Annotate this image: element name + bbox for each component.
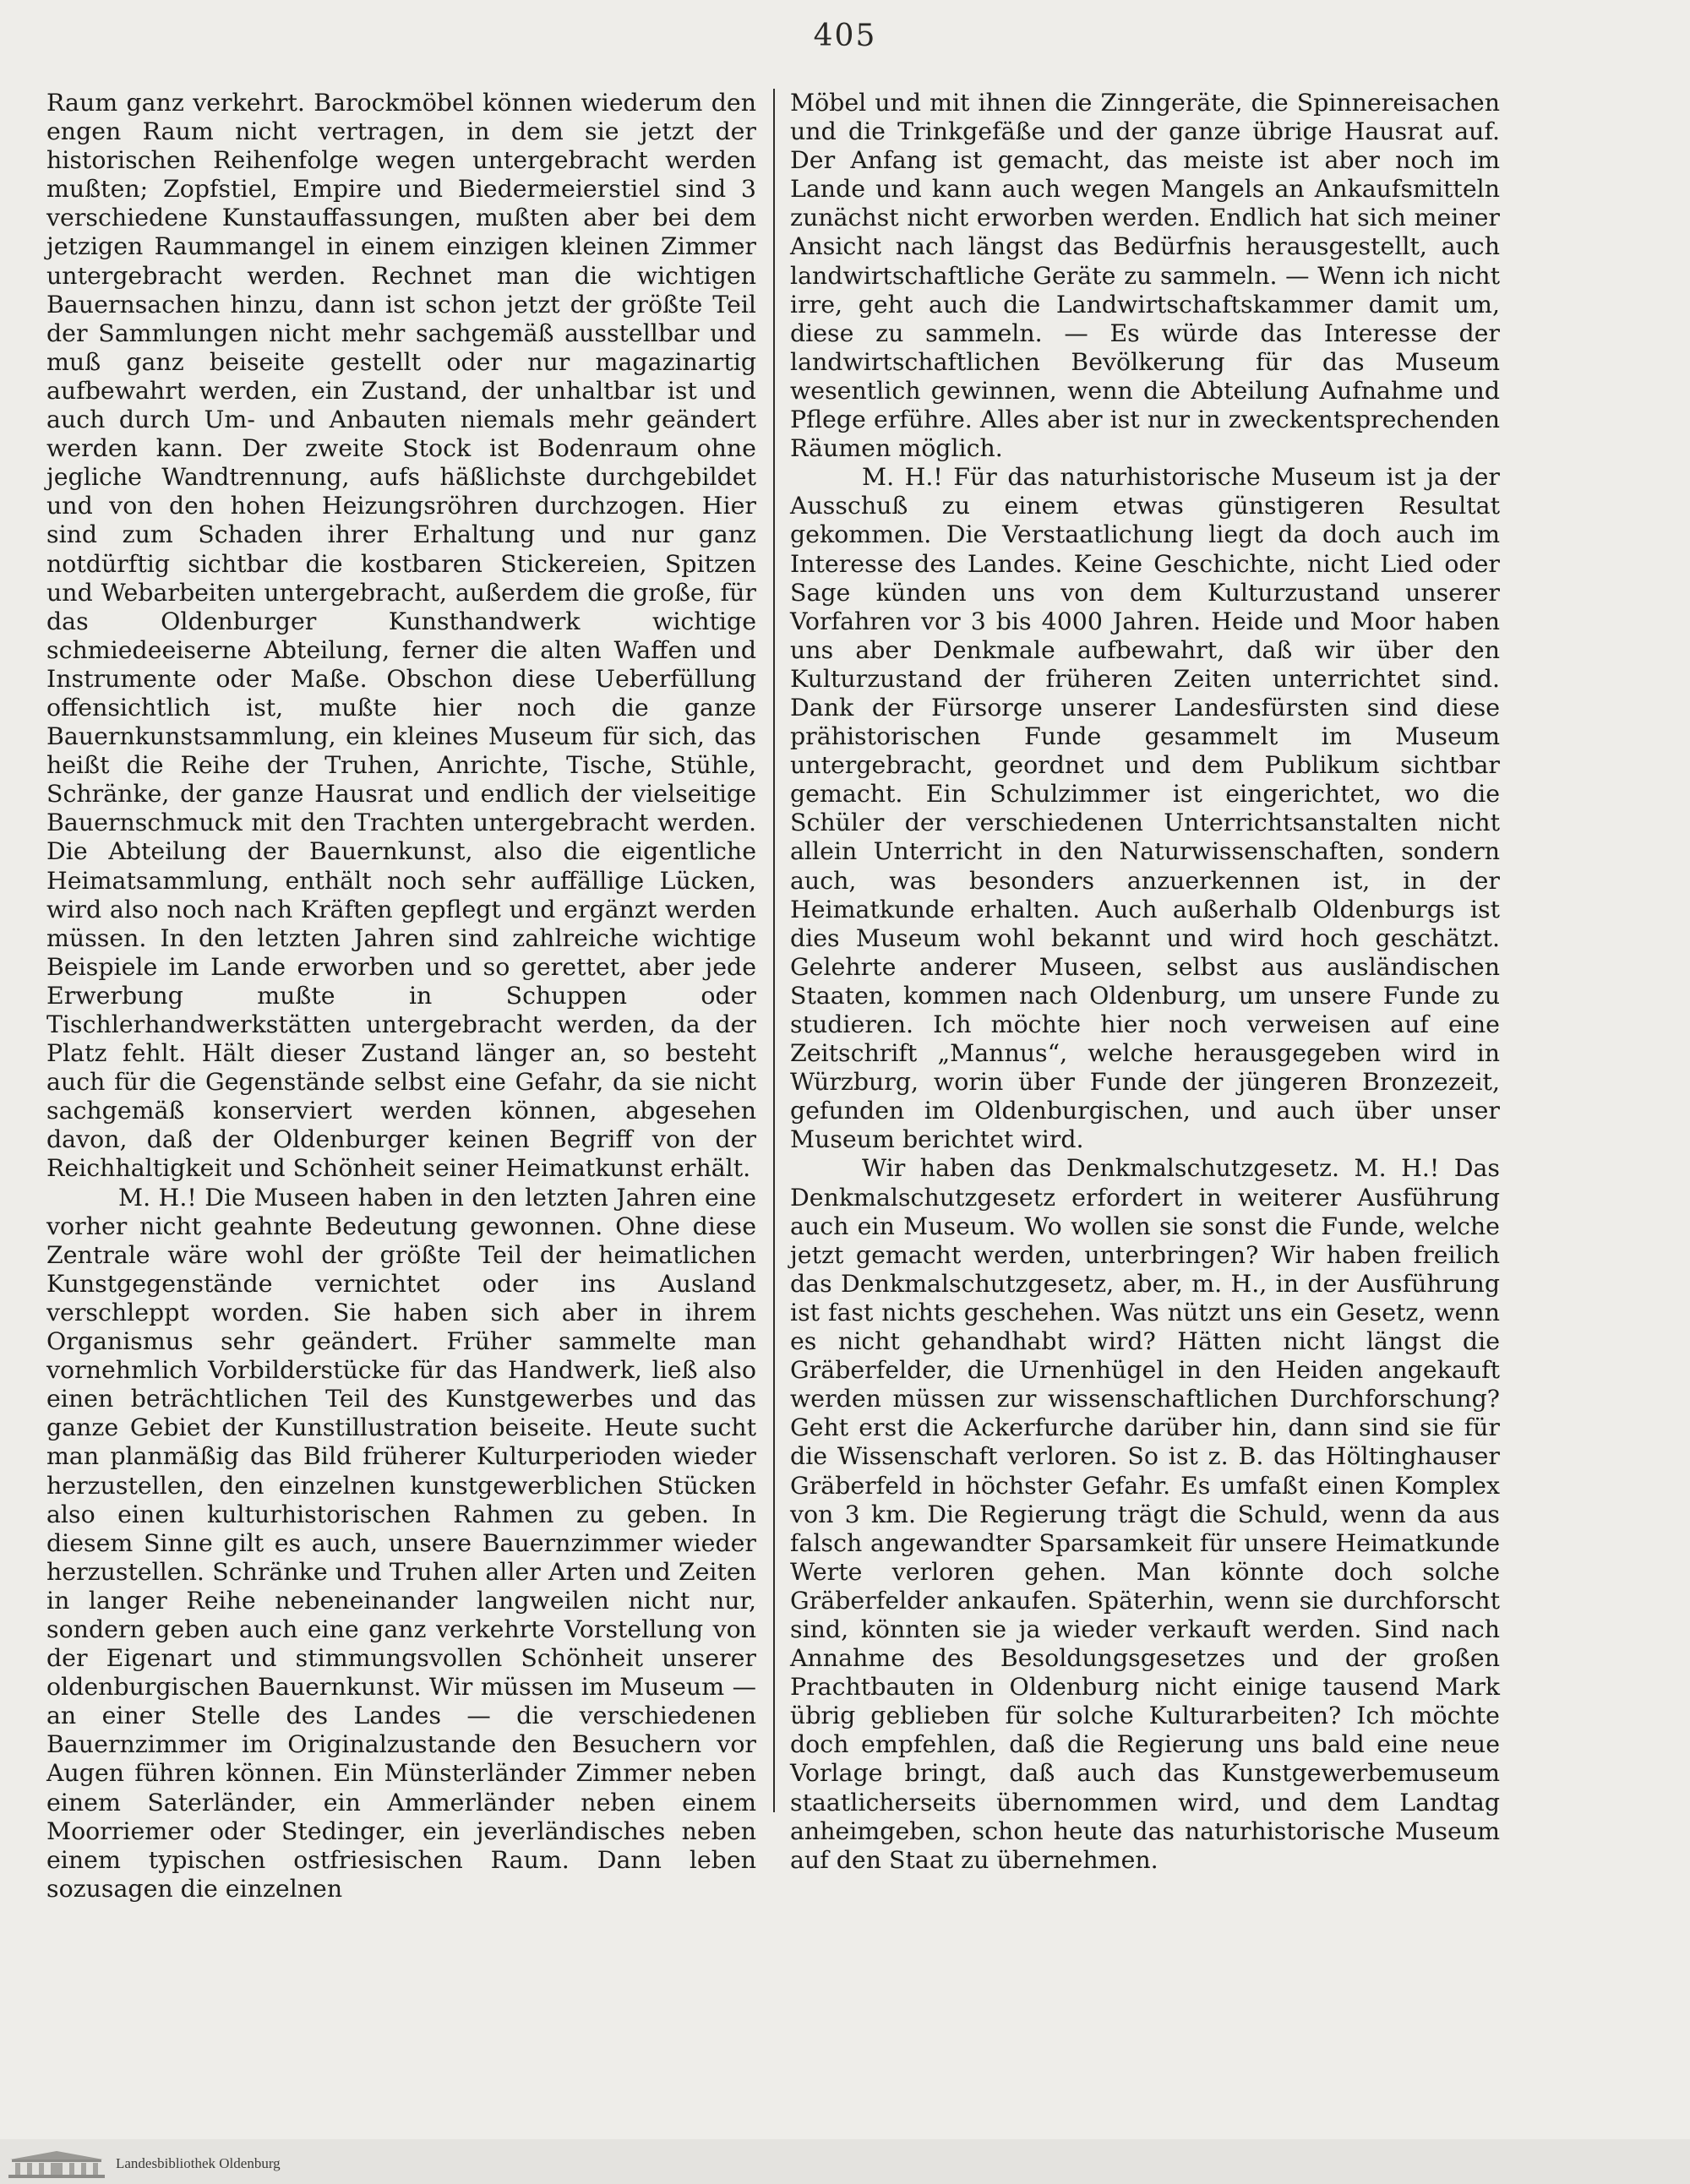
library-building-icon [7, 2149, 106, 2180]
paragraph: M. H.! Die Museen haben in den letzten Jahren eine vorher nicht geahnte Bedeutung gewonnen. Ohne diese Zentrale wäre wohl der größte Teil der heimatlichen Kunstgegenstände vernichtet oder ins Ausland verschleppt worden. Sie haben sich aber in ihrem Organismus sehr geändert. Früher sammelte man vornehmlich Vorbilderstücke für das Handwerk, ließ also einen beträchtlichen Teil des Kunstgewerbes und das ganze Gebiet der Kunstillustration beiseite. Heute sucht man planmäßig das Bild früherer Kulturperioden wieder herzustellen, den einzelnen kunstgewerblichen Stücken also einen kulturhistorischen Rahmen zu geben. In diesem Sinne gilt es auch, unsere Bauernzimmer wieder herzustellen. Schränke und Truhen aller Arten und Zeiten in langer Reihe nebeneinander langweilen nicht nur, sondern geben auch eine ganz verkehrte Vorstellung von der Eigenart und stimmungsvollen Schönheit unserer oldenburgischen Bauernkunst. Wir müssen im Museum — an einer Stelle des Landes — die verschiedenen Bauernzimmer im Originalzustande den Besuchern vor Augen führen können. Ein Münsterländer Zimmer neben einem Saterländer, ein Ammerländer neben einem Moorriemer oder Stedinger, ein jeverländisches neben einem typischen ostfriesischen Raum. Dann leben sozusagen die einzelnen [46, 1183, 756, 1903]
footer-bar [0, 2139, 1690, 2184]
library-name: Landesbibliothek Oldenburg [116, 2155, 281, 2171]
paragraph: M. H.! Für das naturhistorische Museum ist ja der Ausschuß zu einem etwas günstigeren Resultat gekommen. Die Verstaatlichung liegt da doch auch im Interesse des Landes. Keine Geschichte, nicht Lied oder Sage künden uns von dem Kulturzustand unserer Vorfahren vor 3 bis 4000 Jahren. Heide und Moor haben uns aber Denkmale aufbewahrt, daß wir über den Kulturzustand der früheren Zeiten unterrichtet sind. Dank der Fürsorge unserer Landesfürsten sind diese prähistorischen Funde gesammelt im Museum untergebracht, geordnet und dem Publikum sichtbar gemacht. Ein Schulzimmer ist eingerichtet, wo die Schüler der verschiedenen Unterrichtsanstalten nicht allein Unterricht in den Naturwissenschaften, sondern auch, was besonders anzuerkennen ist, in der Heimatkunde erhalten. Auch außerhalb Oldenburgs ist dies Museum wohl bekannt und wird hoch geschätzt. Gelehrte anderer Museen, selbst aus ausländischen Staaten, kommen nach Oldenburg, um unsere Funde zu studieren. Ich möchte hier noch verweisen auf eine Zeitschrift „Mannus“, welche herausgegeben wird in Würzburg, worin über Funde der jüngeren Bronzezeit, gefunden im Oldenburgischen, und auch über unser Museum berichtet wird. [790, 463, 1500, 1154]
page-number: 405 [813, 19, 877, 53]
right-column [790, 89, 1500, 1875]
paragraph: Raum ganz verkehrt. Barockmöbel können wiederum den engen Raum nicht vertragen, in dem sie jetzt der historischen Reihenfolge wegen untergebracht werden mußten; Zopfstiel, Empire und Biedermeierstiel sind 3 verschiedene Kunstauffassungen, mußten aber bei dem jetzigen Raummangel in einem einzigen kleinen Zimmer untergebracht werden. Rechnet man die wichtigen Bauernsachen hinzu, dann ist schon jetzt der größte Teil der Sammlungen nicht mehr sachgemäß ausstellbar und muß ganz beiseite gestellt oder nur magazinartig aufbewahrt werden, ein Zustand, der unhaltbar ist und auch durch Um- und Anbauten niemals mehr geändert werden kann. Der zweite Stock ist Bodenraum ohne jegliche Wandtrennung, aufs häßlichste durchgebildet und von den hohen Heizungsröhren durchzogen. Hier sind zum Schaden ihrer Erhaltung und nur ganz notdürftig sichtbar die kostbaren Stickereien, Spitzen und Webarbeiten untergebracht, außerdem die große, für das Oldenburger Kunsthandwerk wichtige schmiedeeiserne Abteilung, ferner die alten Waffen und Instrumente oder Maße. Obschon diese Ueberfüllung offensichtlich ist, mußte hier noch die ganze Bauernkunstsammlung, ein kleines Museum für sich, das heißt die Reihe der Truhen, Anrichte, Tische, Stühle, Schränke, der ganze Hausrat und endlich der vielseitige Bauernschmuck mit den Trachten untergebracht werden. Die Abteilung der Bauernkunst, also die eigentliche Heimatsammlung, enthält noch sehr auffällige Lücken, wird also noch nach Kräften gepflegt und ergänzt werden müssen. In den letzten Jahren sind zahlreiche wichtige Beispiele im Lande erworben und so gerettet, aber jede Erwerbung mußte in Schuppen oder Tischlerhandwerkstätten untergebracht werden, da der Platz fehlt. Hält dieser Zustand länger an, so besteht auch für die Gegenstände selbst eine Gefahr, da sie nicht sachgemäß konserviert werden können, abgesehen davon, daß der Oldenburger keinen Begriff von der Reichhaltigkeit und Schönheit seiner Heimatkunst erhält. [46, 89, 756, 1183]
left-column [46, 89, 756, 1904]
paragraph: Möbel und mit ihnen die Zinngeräte, die Spinnereisachen und die Trinkgefäße und der ganze übrige Hausrat auf. Der Anfang ist gemacht, das meiste ist aber noch im Lande und kann auch wegen Mangels an Ankaufsmitteln zunächst nicht erworben werden. Endlich hat sich meiner Ansicht nach längst das Bedürfnis herausgestellt, auch landwirtschaftliche Geräte zu sammeln. — Wenn ich nicht irre, geht auch die Landwirtschaftskammer damit um, diese zu sammeln. — Es würde das Interesse der landwirtschaftlichen Bevölkerung für das Museum wesentlich gewinnen, wenn die Abteilung Aufnahme und Pflege erführe. Alles aber ist nur in zweckentsprechenden Räumen möglich. [790, 89, 1500, 463]
column-divider [773, 89, 775, 1812]
paragraph: Wir haben das Denkmalschutzgesetz. M. H.! Das Denkmalschutzgesetz erfordert in weiterer Ausführung auch ein Museum. Wo wollen sie sonst die Funde, welche jetzt gemacht werden, unterbringen? Wir haben freilich das Denkmalschutzgesetz, aber, m. H., in der Ausführung ist fast nichts geschehen. Was nützt uns ein Gesetz, wenn es nicht gehandhabt wird? Hätten nicht längst die Gräberfelder, die Urnenhügel in den Heiden angekauft werden müssen zur wissenschaftlichen Durchforschung? Geht erst die Ackerfurche darüber hin, dann sind sie für die Wissenschaft verloren. So ist z. B. das Höltinghauser Gräberfeld in höchster Gefahr. Es umfaßt einen Komplex von 3 km. Die Regierung trägt die Schuld, wenn da aus falsch angewandter Sparsamkeit für unsere Heimatkunde Werte verloren gehen. Man könnte doch solche Gräberfelder ankaufen. Späterhin, wenn sie durchforscht sind, könnten sie ja wieder verkauft werden. Sind nach Annahme des Besoldungsgesetzes und der großen Prachtbauten in Oldenburg nicht einige tausend Mark übrig geblieben für solche Kulturarbeiten? Ich möchte doch empfehlen, daß die Regierung uns bald eine neue Vorlage bringt, daß auch das Kunstgewerbemuseum staatlicherseits übernommen wird, und dem Landtag anheimgeben, schon heute das naturhistorische Museum auf den Staat zu übernehmen. [790, 1154, 1500, 1874]
